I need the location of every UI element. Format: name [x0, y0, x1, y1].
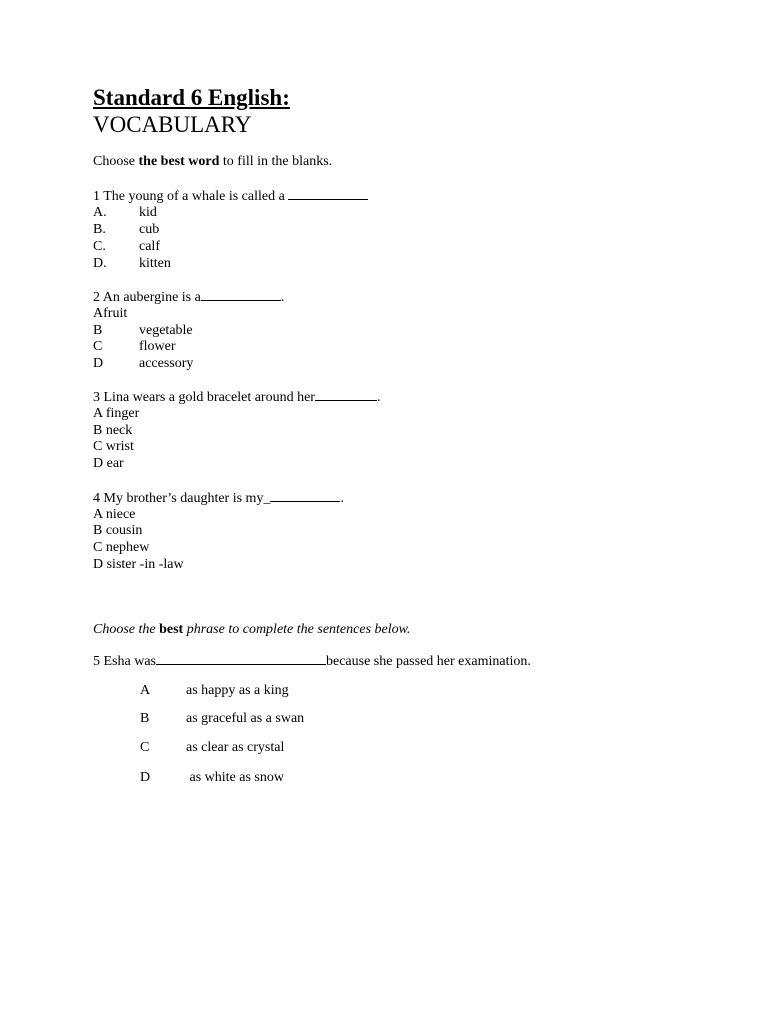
- q5-option-a-text: as happy as a king: [186, 683, 289, 698]
- question-2: [93, 288, 284, 306]
- option-letter: C: [93, 339, 103, 354]
- option-letter: A: [93, 306, 104, 321]
- q1-option-a: [93, 204, 157, 221]
- q4-option-b: B cousin: [93, 523, 143, 538]
- question-stem: 2 An aubergine is a: [93, 290, 201, 305]
- q3-option-b: B neck: [93, 423, 133, 438]
- answer-blank: [156, 652, 326, 665]
- question-stem: 1 The young of a whale is called a: [93, 189, 289, 204]
- option-letter: C.: [93, 239, 106, 254]
- question-4: [93, 489, 344, 507]
- q4-option-a: A niece: [93, 507, 136, 522]
- instruction-text: Choose: [93, 154, 139, 169]
- instruction-word: [93, 153, 332, 170]
- q5-option-a-letter: A: [140, 683, 151, 698]
- q1-option-d: [93, 255, 171, 272]
- instruction-text: to fill in the blanks.: [219, 154, 333, 169]
- option-text: flower: [139, 339, 176, 354]
- q4-option-c: C nephew: [93, 540, 150, 555]
- option-letter: B: [93, 323, 103, 338]
- instruction-phrase: [93, 621, 410, 638]
- question-stem: 5 Esha was: [93, 654, 156, 669]
- q3-option-c: C wrist: [93, 439, 134, 454]
- question-end: because she passed her examination.: [326, 654, 531, 669]
- question-5: [93, 652, 531, 670]
- instruction-emphasis: best: [159, 622, 184, 637]
- q5-option-d-letter: D: [140, 770, 151, 785]
- option-text: cub: [139, 222, 160, 237]
- q5-option-d-text: as white as snow: [186, 770, 284, 785]
- option-letter: D.: [93, 256, 107, 271]
- instruction-emphasis: the best word: [138, 154, 220, 169]
- instruction-text: phrase to complete the sentences below.: [183, 622, 411, 637]
- q1-option-c: [93, 238, 160, 255]
- q3-option-a: A finger: [93, 406, 140, 421]
- q2-option-b: [93, 322, 193, 339]
- answer-blank: [315, 388, 377, 401]
- q2-option-c: [93, 338, 176, 355]
- option-text: accessory: [139, 356, 194, 371]
- question-end: .: [280, 290, 285, 305]
- option-text: fruit: [103, 306, 128, 321]
- question-stem: 3 Lina wears a gold bracelet around her: [93, 390, 315, 405]
- q5-option-b-letter: B: [140, 711, 150, 726]
- answer-blank: [288, 187, 368, 200]
- option-letter: B.: [93, 222, 106, 237]
- q2-option-d: [93, 355, 193, 372]
- option-text: kid: [139, 205, 157, 220]
- q2-option-a: [93, 305, 127, 322]
- q3-option-d: D ear: [93, 456, 124, 471]
- q4-option-d: D sister -in -law: [93, 557, 184, 572]
- option-text: vegetable: [139, 323, 193, 338]
- q5-option-c-letter: C: [140, 740, 150, 755]
- question-stem: 4 My brother’s daughter is my_: [93, 491, 271, 506]
- question-3: [93, 388, 380, 406]
- q5-option-b-text: as graceful as a swan: [186, 711, 305, 726]
- instruction-text: Choose the: [93, 622, 160, 637]
- question-end: .: [376, 390, 381, 405]
- option-letter: A.: [93, 205, 107, 220]
- option-letter: D: [93, 356, 104, 371]
- answer-blank: [270, 489, 340, 502]
- question-1: [93, 187, 368, 205]
- option-text: kitten: [139, 256, 171, 271]
- page-subtitle: VOCABULARY: [93, 112, 252, 137]
- page-title: Standard 6 English:: [93, 85, 290, 110]
- q1-option-b: [93, 221, 159, 238]
- option-text: calf: [139, 239, 160, 254]
- question-end: .: [340, 491, 344, 506]
- answer-blank: [201, 288, 281, 301]
- q5-option-c-text: as clear as crystal: [186, 740, 285, 755]
